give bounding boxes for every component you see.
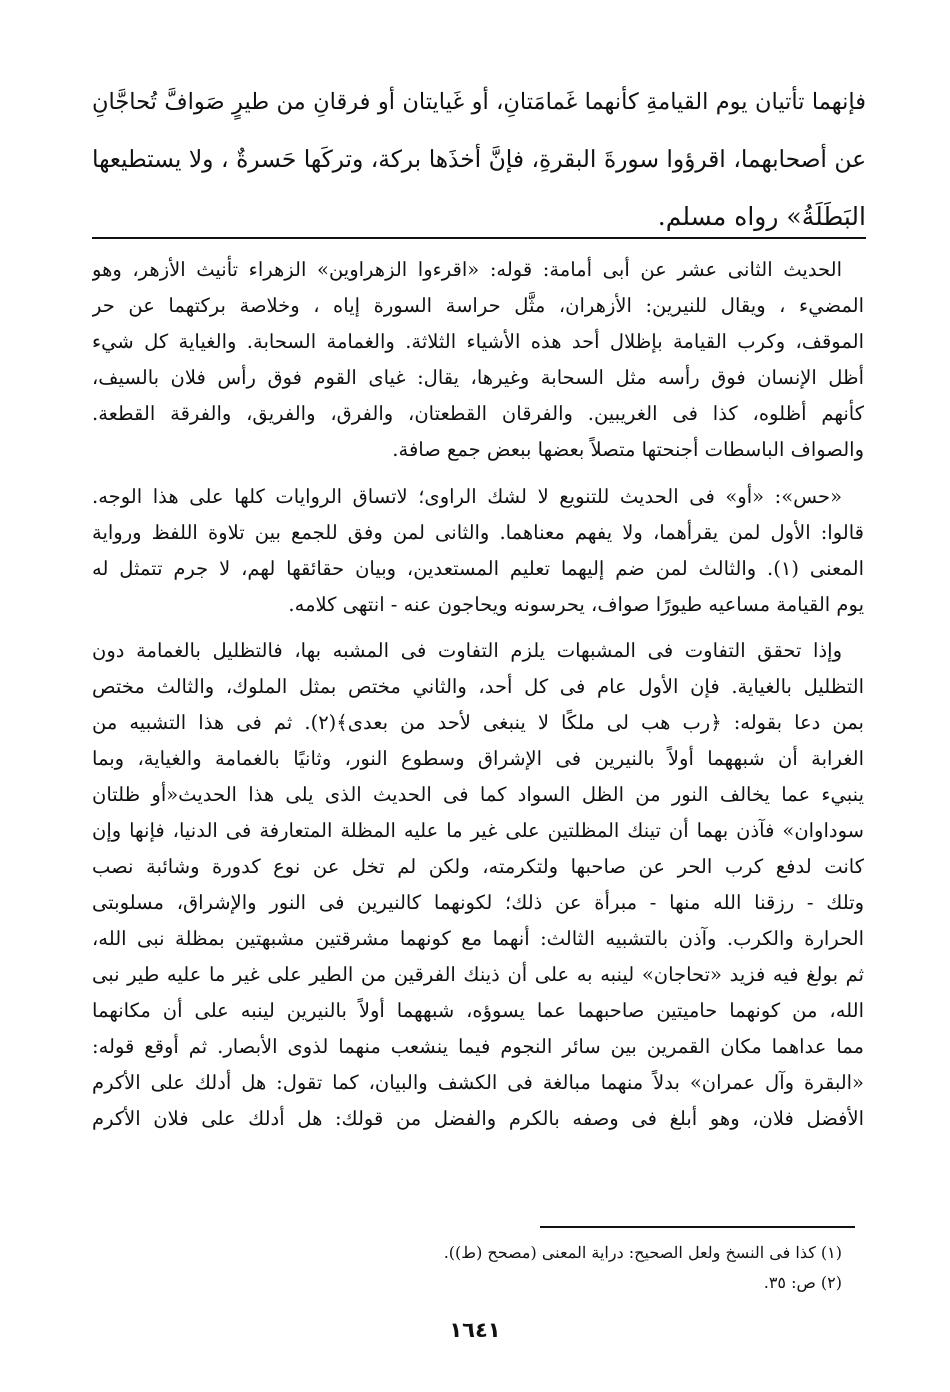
commentary-paragraph [92, 252, 864, 468]
text-line: المعنى (١). والثالث لمن ضم إليهما تعليم المستعدين، وبيان حقائقها لهم، لا جرم تتمثل له [92, 557, 864, 580]
text-line: الموقف، وكرب القيامة بإظلال أحد هذه الأشياء الثلاثة. والغمامة السحابة. والغياية كل شيء [92, 330, 864, 353]
hadith-line: فإنهما تأتيان يوم القيامةِ كأنهما غَمامَتانِ، أو غَيايتان أو فرقانِ من طيرٍ صَوافَّ تُحاجَّانِ [92, 89, 866, 115]
text-line: التظليل بالغياية. فإن الأول عام فى كل أحد، والثاني مختص بمثل الملوك، والثالث مختص [92, 675, 864, 698]
text-line: الحديث الثانى عشر عن أبى أمامة: قوله: «اقرءوا الزهراوين» الزهراء تأنيث الأزهر، وهو [92, 258, 842, 281]
text-line: أظل الإنسان فوق رأسه مثل السحابة وغيرها، يقال: غياى القوم فوق رأس فلان بالسيف، [92, 366, 864, 389]
footnotes [444, 1238, 842, 1298]
text-line: ثم بولغ فيه فزيد «تحاجان» لينبه به على أن ذينك الفرقين من الطير على غير ما عليه طير نبى [92, 963, 864, 986]
text-line: الحرارة والكرب. وآذن بالتشبيه الثالث: أنهما مع كونهما مشرقتين مشبهتين بمظلة نبى الله، [92, 927, 864, 950]
text-line: ينبيء عما يخالف النور من الظل السواد كما فى الحديث الذى يلى هذا الحديث«أو ظلتان [92, 783, 864, 806]
text-line: المضيء ، ويقال للنيرين: الأزهران، مثَّل حراسة السورة إياه ، وخلاصة بركتهما عن حر [92, 294, 864, 317]
text-line: كانت لدفع كرب الحر عن صاحبها ولتكرمته، ولكن لم تخل عن نوع كدورة وشائبة نصب [92, 855, 864, 878]
text-line: كأنهم أظلوه، كذا فى الغريبين. والفرقان القطعتان، والفرق، والفريق، والفرقة القطعة. [92, 402, 864, 425]
commentary-paragraph [92, 633, 864, 1137]
text-line: وتلك - رزقنا الله منها - مبرأة عن ذلك؛ لكونهما كالنيرين فى النور والإشراق، مسلوبتى [92, 891, 864, 914]
footnote-divider [540, 1226, 855, 1228]
text-line: الأفضل فلان، وهو أبلغ فى وصفه بالكرم والفضل من قولك: هل أدلك على فلان الأكرم [92, 1107, 864, 1130]
text-line: الله، من كونهما حاميتين صاحبهما عما يسوؤه، شبههما أولاً بالنيرين لينبه على أن مكانهما [92, 999, 864, 1022]
text-line: الغرابة أن شبههما أولاً بالنيرين فى الإشراق وسطوع النور، وثانيًا بالغمامة والغياية، وبما [92, 747, 864, 770]
commentary-paragraph [92, 479, 864, 623]
footnote: (١) كذا فى النسخ ولعل الصحيح: دراية المعنى (مصحح (ط)). [443, 1243, 842, 1262]
hadith-text [92, 74, 866, 245]
text-line: بمن دعا بقوله: ﴿رب هب لى ملكًا لا ينبغى لأحد من بعدى﴾(٢). ثم فى هذا التشبيه من [92, 711, 864, 734]
text-line: وإذا تحقق التفاوت فى المشبهات يلزم التفاوت فى المشبه بها، فالتظليل بالغمامة دون [92, 639, 842, 662]
text-line: سوداوان» فآذن بهما أن تينك المظلتين على غير ما عليه المظلة المتعارفة فى الدنيا، فإنها وإن [92, 819, 864, 842]
hadith-line: عن أصحابهما، اقرؤوا سورةَ البقرةِ، فإنَّ أخذَها بركة، وتركَها حَسرةٌ ، ولا يستطيعها [92, 146, 866, 173]
text-line: «حس»: «أو» فى الحديث للتنويع لا لشك الراوى؛ لاتساق الروايات كلها على هذا الوجه. [92, 485, 842, 508]
hadith-line: البَطَلَةُ» رواه مسلم. [657, 202, 866, 231]
text-line: والصواف الباسطات أجنحتها متصلاً بعضها ببعض جمع صافة. [392, 438, 864, 461]
page-number: ١٦٤١ [449, 1318, 501, 1342]
text-line: مما عداهما مكان القمرين بين سائر النجوم فيما ينشعب منهما لذوى الأبصار. ثم أوقع قوله: [92, 1035, 864, 1058]
commentary [92, 252, 864, 1137]
text-line: يوم القيامة مساعيه طيورًا صواف، يحرسونه ويحاجون عنه - انتهى كلامه. [288, 593, 864, 616]
footnote: (٢) ص: ٣٥. [763, 1273, 842, 1292]
text-line: قالوا: الأول لمن يقرأهما، ولا يفهم معناهما. والثانى لمن وفق للجمع بين تلاوة اللفظ ورواية [92, 521, 864, 544]
section-divider [92, 237, 866, 239]
text-line: «البقرة وآل عمران» بدلاً منهما مبالغة فى الكشف والبيان، كما تقول: هل أدلك على الأكرم [92, 1071, 864, 1094]
